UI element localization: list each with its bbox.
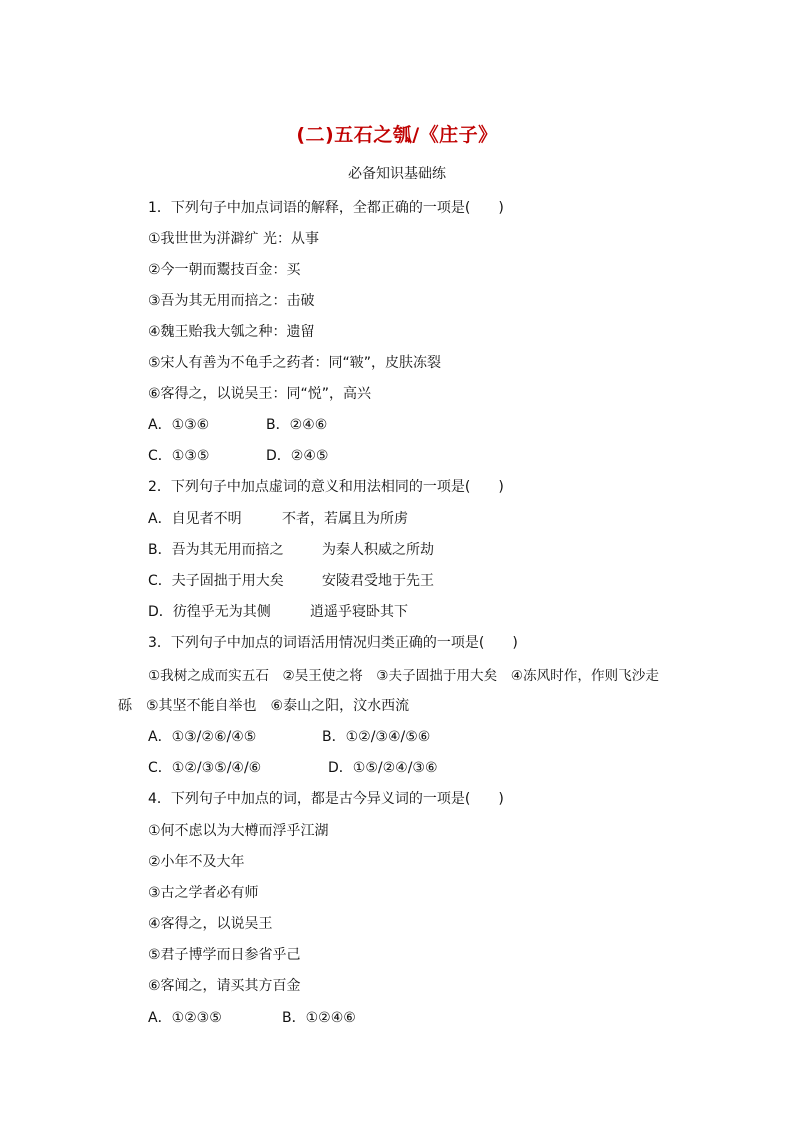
question-4-option-b: B．①②④⑥	[282, 1010, 356, 1026]
question-1-item: ③吾为其无用而掊之：击破	[148, 293, 315, 309]
question-3-option-b: B．①②/③④/⑤⑥	[322, 729, 431, 745]
question-4-option-a: A．①②③⑤	[148, 1010, 222, 1026]
page-title: (二)五石之瓠/《庄子》	[296, 124, 498, 146]
question-3-stem: 3．下列句子中加点的词语活用情况归类正确的一项是( )	[148, 635, 518, 651]
question-4-item: ②小年不及大年	[148, 854, 245, 870]
question-1-option-b: B．②④⑥	[266, 417, 328, 433]
question-3-items-line-2: 砾 ⑤其坚不能自举也 ⑥泰山之阳，汶水西流	[118, 698, 410, 714]
question-1-stem: 1．下列句子中加点词语的解释，全都正确的一项是( )	[148, 200, 504, 216]
question-1-option-c: C．①③⑤	[148, 448, 210, 464]
question-1-item: ④魏王贻我大瓠之种：遗留	[148, 324, 315, 340]
question-1-option-d: D．②④⑤	[266, 448, 329, 464]
question-4-item: ①何不虑以为大樽而浮乎江湖	[148, 823, 329, 839]
question-2-option-d-left: D．彷徨乎无为其侧	[148, 604, 271, 620]
question-1-option-a: A．①③⑥	[148, 417, 210, 433]
question-3-items-line-1: ①我树之成而实五石 ②吴王使之将 ③夫子固拙于用大矣 ④冻风时作，作则飞沙走	[148, 668, 659, 684]
question-3-option-c: C．①②/③⑤/④/⑥	[148, 760, 262, 776]
question-1-item: ②今一朝而鬻技百金：买	[148, 262, 301, 278]
question-2-stem: 2．下列句子中加点虚词的意义和用法相同的一项是( )	[148, 479, 504, 495]
question-4-item: ③古之学者必有师	[148, 885, 259, 901]
question-4-item: ⑥客闻之，请买其方百金	[148, 978, 301, 994]
question-2-option-a-right: 不者，若属且为所虏	[282, 511, 408, 527]
question-2-option-b-right: 为秦人积威之所劫	[322, 542, 434, 558]
question-1-item: ①我世世为洴澼纩 光：从事	[148, 231, 320, 247]
question-4-item: ④客得之，以说吴王	[148, 916, 273, 932]
question-1-item: ⑤宋人有善为不龟手之药者：同“皲”，皮肤冻裂	[148, 355, 442, 371]
question-3-option-d: D．①⑤/②④/③⑥	[328, 760, 438, 776]
question-4-stem: 4．下列句子中加点的词，都是古今异义词的一项是( )	[148, 791, 504, 807]
question-2-option-a-left: A．自见者不明	[148, 511, 242, 527]
question-3-option-a: A．①③/②⑥/④⑤	[148, 729, 257, 745]
question-2-option-c-left: C．夫子固拙于用大矣	[148, 573, 284, 589]
question-2-option-c-right: 安陵君受地于先王	[322, 573, 434, 589]
question-4-item: ⑤君子博学而日参省乎己	[148, 947, 301, 963]
question-2-option-d-right: 逍遥乎寝卧其下	[310, 604, 408, 620]
question-1-item: ⑥客得之，以说吴王：同“悦”，高兴	[148, 386, 372, 402]
question-2-option-b-left: B．吾为其无用而掊之	[148, 542, 284, 558]
section-subtitle: 必备知识基础练	[348, 166, 446, 182]
